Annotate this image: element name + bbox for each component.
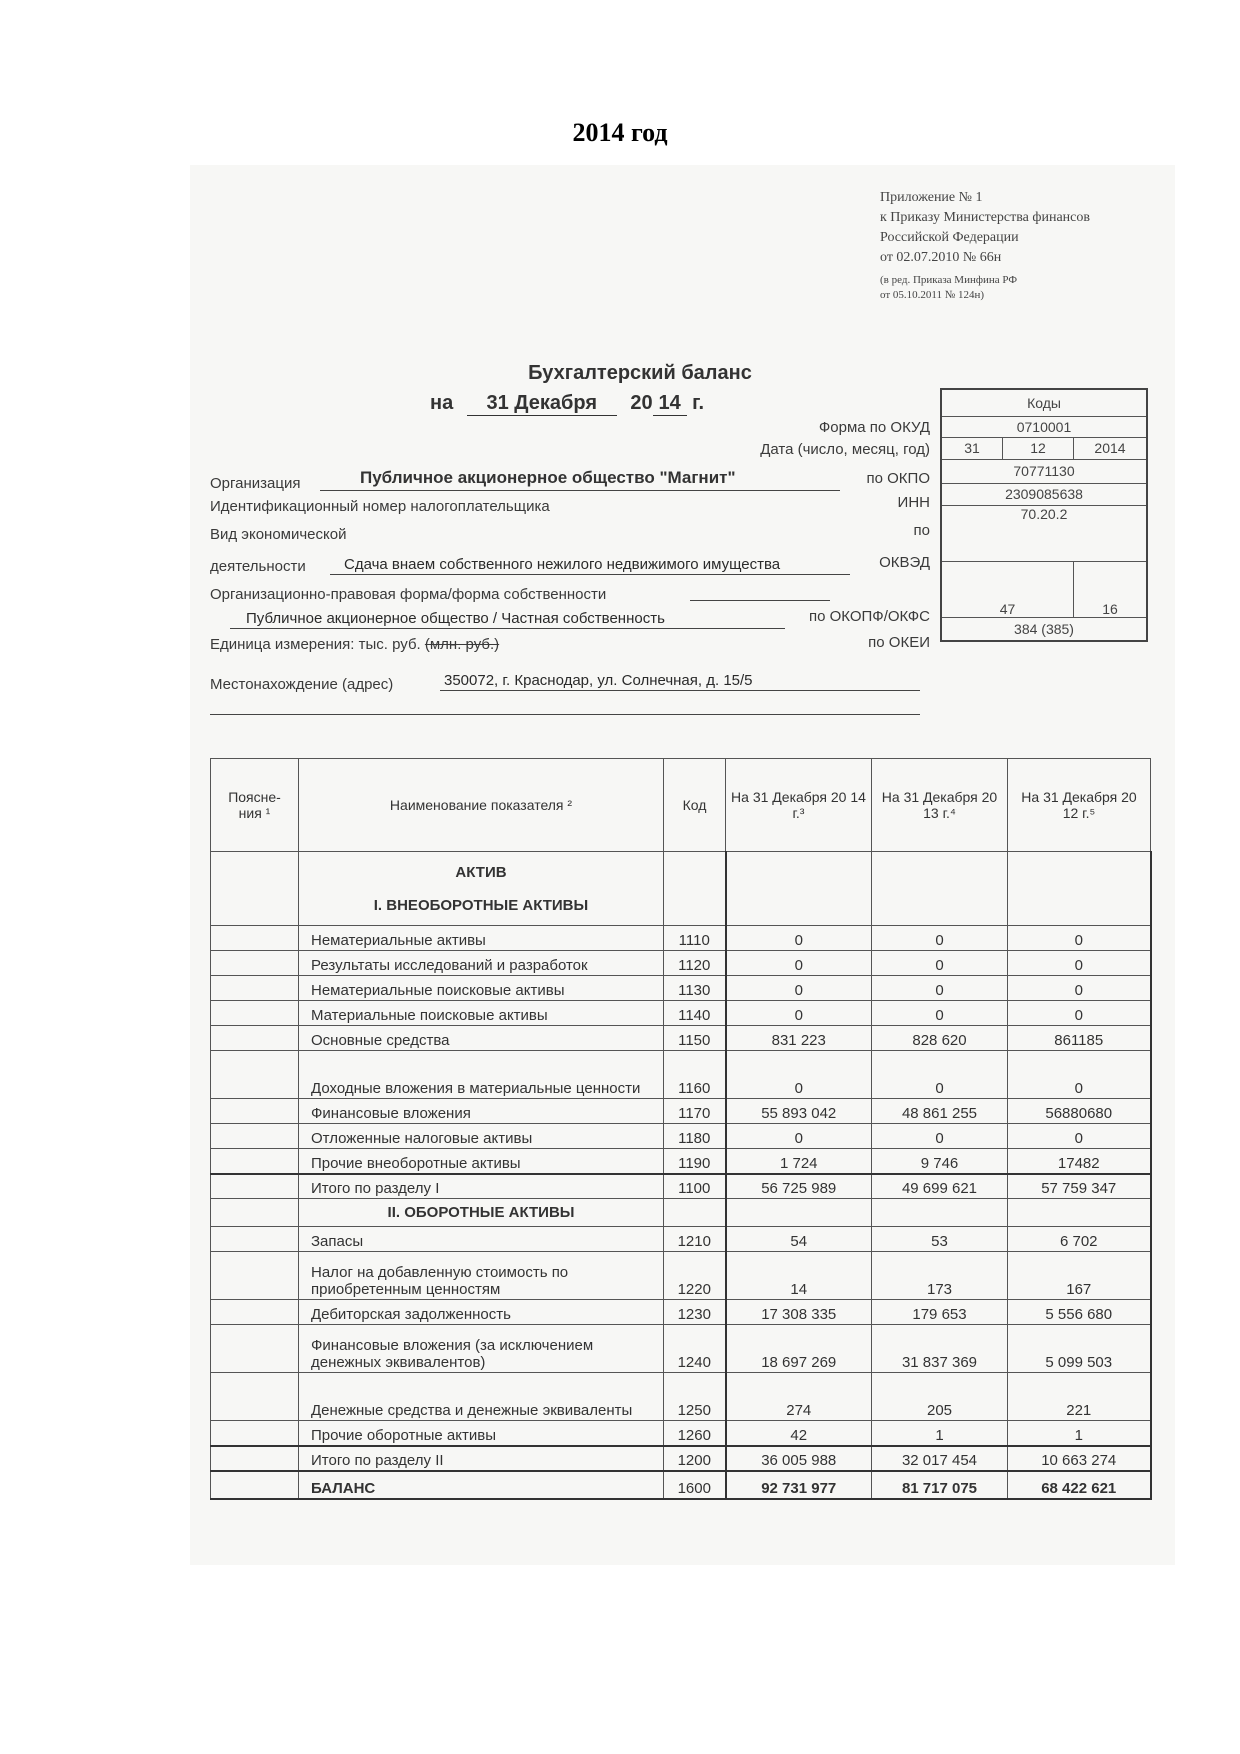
activity-underline bbox=[330, 574, 850, 575]
legal-form-label: Организационно-правовая форма/форма собственности bbox=[210, 586, 607, 603]
table-row bbox=[211, 1373, 1151, 1421]
notes-cell bbox=[211, 1051, 299, 1099]
appendix-line: Приложение № 1 bbox=[880, 190, 983, 205]
date-day-code: 31 bbox=[941, 437, 1003, 459]
row-name: Нематериальные поисковые активы bbox=[299, 976, 664, 1001]
page-title: 2014 год bbox=[572, 118, 668, 147]
row-code: 1260 bbox=[664, 1421, 726, 1446]
balance-2013: 81 717 075 bbox=[872, 1471, 1008, 1499]
row-code: 1210 bbox=[664, 1227, 726, 1252]
inn-label-right: ИНН bbox=[897, 494, 930, 511]
value-2014: 18 697 269 bbox=[726, 1325, 872, 1373]
row-code: 1240 bbox=[664, 1325, 726, 1373]
date-prefix: на bbox=[430, 392, 454, 414]
appendix-note-line: (в ред. Приказа Минфина РФ bbox=[880, 274, 1018, 286]
notes-cell bbox=[211, 1471, 299, 1499]
notes-cell bbox=[211, 926, 299, 951]
notes-cell bbox=[211, 951, 299, 976]
notes-cell bbox=[211, 1373, 299, 1421]
table-row bbox=[211, 1124, 1151, 1149]
notes-cell bbox=[211, 976, 299, 1001]
activity-label-1: Вид экономической bbox=[210, 526, 347, 543]
notes-cell bbox=[211, 1227, 299, 1252]
row-name: Нематериальные активы bbox=[299, 926, 664, 951]
org-name: Публичное акционерное общество "Магнит" bbox=[360, 468, 736, 487]
balance-body bbox=[211, 1471, 1151, 1499]
okopf-code: 47 bbox=[941, 561, 1074, 617]
value-2013: 0 bbox=[872, 926, 1008, 951]
value-2014: 54 bbox=[726, 1227, 872, 1252]
value-2013: 205 bbox=[872, 1373, 1008, 1421]
value-2014: 0 bbox=[726, 1051, 872, 1099]
notes-cell bbox=[211, 1325, 299, 1373]
value-2012: 0 bbox=[1008, 976, 1151, 1001]
value-2013: 9 746 bbox=[872, 1149, 1008, 1174]
row-name: Прочие внеоборотные активы bbox=[299, 1149, 664, 1174]
section-1-heading: I. ВНЕОБОРОТНЫЕ АКТИВЫ bbox=[373, 896, 589, 914]
unit-text: Единица измерения: тыс. руб. bbox=[210, 636, 421, 653]
unit-struck: (млн. руб.) bbox=[424, 636, 500, 653]
row-name: Основные средства bbox=[299, 1026, 664, 1051]
value-2012: 10 663 274 bbox=[1008, 1446, 1151, 1471]
date-month-code: 12 bbox=[1003, 437, 1074, 459]
balance-row bbox=[211, 1471, 1151, 1499]
col-code-header: Код bbox=[664, 759, 726, 852]
value-2013: 0 bbox=[872, 1124, 1008, 1149]
row-name: Дебиторская задолженность bbox=[299, 1300, 664, 1325]
table-header-row bbox=[211, 759, 1151, 852]
balance-2014: 92 731 977 bbox=[726, 1471, 872, 1499]
date-century: 20 bbox=[630, 392, 653, 414]
value-2014: 0 bbox=[726, 926, 872, 951]
okei-label: по ОКЕИ bbox=[868, 634, 930, 651]
value-2014: 0 bbox=[726, 951, 872, 976]
okpo-label: по ОКПО bbox=[866, 470, 930, 487]
row-name: Финансовые вложения bbox=[299, 1099, 664, 1124]
value-2013: 0 bbox=[872, 1001, 1008, 1026]
notes-cell bbox=[211, 1099, 299, 1124]
row-name: Налог на добавленную стоимость по приобретенным ценностям bbox=[299, 1252, 664, 1300]
row-code: 1180 bbox=[664, 1124, 726, 1149]
value-2013: 49 699 621 bbox=[872, 1174, 1008, 1199]
row-code: 1230 bbox=[664, 1300, 726, 1325]
value-2013: 0 bbox=[872, 976, 1008, 1001]
value-2012: 0 bbox=[1008, 1001, 1151, 1026]
document-date bbox=[430, 392, 704, 416]
section-2-heading: II. ОБОРОТНЫЕ АКТИВЫ bbox=[299, 1199, 664, 1227]
table-row bbox=[211, 1421, 1151, 1446]
value-2012: 56880680 bbox=[1008, 1099, 1151, 1124]
table-row bbox=[211, 1001, 1151, 1026]
value-2012: 221 bbox=[1008, 1373, 1151, 1421]
okpo-code: 70771130 bbox=[941, 459, 1147, 483]
activity-value: Сдача внаем собственного нежилого недвижимого имущества bbox=[344, 556, 781, 573]
value-2013: 828 620 bbox=[872, 1026, 1008, 1051]
date-day-month: 31 Декабря bbox=[467, 392, 617, 416]
value-2013: 173 bbox=[872, 1252, 1008, 1300]
value-2014: 42 bbox=[726, 1421, 872, 1446]
row-code: 1120 bbox=[664, 951, 726, 976]
value-2012: 0 bbox=[1008, 951, 1151, 976]
table-row bbox=[211, 1174, 1151, 1199]
value-2013: 0 bbox=[872, 951, 1008, 976]
date-suffix: г. bbox=[692, 392, 705, 414]
legal-form-underline-2 bbox=[230, 628, 785, 629]
value-2014: 0 bbox=[726, 1001, 872, 1026]
row-name: Результаты исследований и разработок bbox=[299, 951, 664, 976]
row-code: 1250 bbox=[664, 1373, 726, 1421]
notes-cell bbox=[211, 1026, 299, 1051]
notes-cell bbox=[211, 1300, 299, 1325]
value-2014: 14 bbox=[726, 1252, 872, 1300]
section-2-body bbox=[211, 1199, 1151, 1471]
balance-table bbox=[210, 758, 1152, 1500]
value-2013: 32 017 454 bbox=[872, 1446, 1008, 1471]
document-title: Бухгалтерский баланс bbox=[528, 362, 752, 384]
balance-label: БАЛАНС bbox=[299, 1471, 664, 1499]
table-row bbox=[211, 1325, 1151, 1373]
col-notes-header: Поясне- ния ¹ bbox=[211, 759, 299, 852]
value-2014: 274 bbox=[726, 1373, 872, 1421]
okud-code: 0710001 bbox=[941, 416, 1147, 437]
table-row bbox=[211, 1446, 1151, 1471]
appendix-amendment bbox=[880, 273, 1170, 303]
row-name: Итого по разделу I bbox=[299, 1174, 664, 1199]
value-2013: 0 bbox=[872, 1051, 1008, 1099]
row-name: Материальные поисковые активы bbox=[299, 1001, 664, 1026]
okei-code: 384 (385) bbox=[941, 617, 1147, 641]
okud-label: Форма по ОКУД bbox=[818, 419, 930, 436]
row-code: 1100 bbox=[664, 1174, 726, 1199]
appendix-line: Российской Федерации bbox=[880, 230, 1019, 245]
notes-cell bbox=[211, 1001, 299, 1026]
address-underline bbox=[440, 690, 920, 691]
value-2012: 0 bbox=[1008, 926, 1151, 951]
value-2012: 17482 bbox=[1008, 1149, 1151, 1174]
value-2012: 0 bbox=[1008, 1051, 1151, 1099]
appendix-line: от 02.07.2010 № 66н bbox=[880, 250, 1002, 265]
notes-cell bbox=[211, 1124, 299, 1149]
org-label: Организация bbox=[210, 475, 301, 492]
address-underline-2 bbox=[210, 714, 920, 715]
okved-code: 70.20.2 bbox=[941, 505, 1147, 561]
org-name-underline bbox=[320, 490, 840, 491]
table-row bbox=[211, 1227, 1151, 1252]
value-2013: 53 bbox=[872, 1227, 1008, 1252]
value-2014: 0 bbox=[726, 976, 872, 1001]
row-name: Отложенные налоговые активы bbox=[299, 1124, 664, 1149]
legal-form-value: Публичное акционерное общество / Частная собственность bbox=[246, 610, 665, 627]
row-code: 1190 bbox=[664, 1149, 726, 1174]
value-2013: 179 653 bbox=[872, 1300, 1008, 1325]
assets-heading: АКТИВ bbox=[455, 863, 507, 881]
col-2014-header: На 31 Декабря 20 14 г.³ bbox=[726, 759, 872, 852]
activity-label-2: деятельности bbox=[210, 558, 306, 575]
row-code: 1150 bbox=[664, 1026, 726, 1051]
table-row bbox=[211, 1026, 1151, 1051]
value-2012: 6 702 bbox=[1008, 1227, 1151, 1252]
okfs-code: 16 bbox=[1074, 561, 1148, 617]
notes-cell bbox=[211, 1421, 299, 1446]
row-code: 1140 bbox=[664, 1001, 726, 1026]
value-2012: 5 099 503 bbox=[1008, 1325, 1151, 1373]
table-row bbox=[211, 1252, 1151, 1300]
table-row bbox=[211, 926, 1151, 951]
section-1-body bbox=[211, 852, 1151, 1199]
notes-cell bbox=[211, 1149, 299, 1174]
row-code: 1160 bbox=[664, 1051, 726, 1099]
row-name: Финансовые вложения (за исключением денежных эквивалентов) bbox=[299, 1325, 664, 1373]
value-2012: 0 bbox=[1008, 1124, 1151, 1149]
inn-label: Идентификационный номер налогоплательщика bbox=[210, 498, 550, 515]
row-code: 1220 bbox=[664, 1252, 726, 1300]
value-2014: 1 724 bbox=[726, 1149, 872, 1174]
value-2013: 31 837 369 bbox=[872, 1325, 1008, 1373]
value-2013: 48 861 255 bbox=[872, 1099, 1008, 1124]
address-label: Местонахождение (адрес) bbox=[210, 676, 394, 693]
value-2014: 56 725 989 bbox=[726, 1174, 872, 1199]
unit-label bbox=[210, 636, 499, 653]
appendix-note-line: от 05.10.2011 № 124н) bbox=[880, 289, 985, 301]
section-1-title-row bbox=[211, 852, 1151, 926]
balance-code: 1600 bbox=[664, 1471, 726, 1499]
notes-cell bbox=[211, 1446, 299, 1471]
value-2012: 1 bbox=[1008, 1421, 1151, 1446]
codes-header: Коды bbox=[941, 389, 1147, 416]
table-row bbox=[211, 1149, 1151, 1174]
value-2012: 167 bbox=[1008, 1252, 1151, 1300]
row-name: Доходные вложения в материальные ценности bbox=[299, 1051, 664, 1099]
date-year: 14 bbox=[653, 392, 687, 416]
col-name-header: Наименование показателя ² bbox=[299, 759, 664, 852]
codes-table bbox=[940, 388, 1148, 642]
col-2012-header: На 31 Декабря 20 12 г.⁵ bbox=[1008, 759, 1151, 852]
value-2014: 55 893 042 bbox=[726, 1099, 872, 1124]
table-row bbox=[211, 1099, 1151, 1124]
notes-cell bbox=[211, 1252, 299, 1300]
okopf-label: по ОКОПФ/ОКФС bbox=[808, 608, 930, 625]
section-heading bbox=[299, 852, 664, 926]
table-row bbox=[211, 1051, 1151, 1099]
date-year-code: 2014 bbox=[1074, 437, 1148, 459]
balance-2012: 68 422 621 bbox=[1008, 1471, 1151, 1499]
address-value: 350072, г. Краснодар, ул. Солнечная, д. 15/5 bbox=[444, 672, 753, 689]
legal-form-underline-1 bbox=[690, 600, 830, 601]
col-2013-header: На 31 Декабря 20 13 г.⁴ bbox=[872, 759, 1008, 852]
section-2-title-row bbox=[211, 1199, 1151, 1227]
row-code: 1110 bbox=[664, 926, 726, 951]
value-2014: 0 bbox=[726, 1124, 872, 1149]
appendix-note bbox=[880, 188, 1170, 303]
value-2013: 1 bbox=[872, 1421, 1008, 1446]
row-code: 1170 bbox=[664, 1099, 726, 1124]
inn-code: 2309085638 bbox=[941, 483, 1147, 505]
row-name: Запасы bbox=[299, 1227, 664, 1252]
row-name: Прочие оборотные активы bbox=[299, 1421, 664, 1446]
row-name: Денежные средства и денежные эквиваленты bbox=[299, 1373, 664, 1421]
value-2014: 36 005 988 bbox=[726, 1446, 872, 1471]
date-label: Дата (число, месяц, год) bbox=[760, 441, 930, 458]
okved-label-2: ОКВЭД bbox=[879, 554, 930, 571]
okved-label-1: по bbox=[913, 522, 930, 539]
row-code: 1130 bbox=[664, 976, 726, 1001]
table-row bbox=[211, 1300, 1151, 1325]
table-row bbox=[211, 976, 1151, 1001]
table-row bbox=[211, 951, 1151, 976]
value-2012: 57 759 347 bbox=[1008, 1174, 1151, 1199]
row-name: Итого по разделу II bbox=[299, 1446, 664, 1471]
value-2012: 861185 bbox=[1008, 1026, 1151, 1051]
value-2012: 5 556 680 bbox=[1008, 1300, 1151, 1325]
appendix-line: к Приказу Министерства финансов bbox=[880, 210, 1090, 225]
row-code: 1200 bbox=[664, 1446, 726, 1471]
value-2014: 17 308 335 bbox=[726, 1300, 872, 1325]
notes-cell bbox=[211, 1174, 299, 1199]
value-2014: 831 223 bbox=[726, 1026, 872, 1051]
